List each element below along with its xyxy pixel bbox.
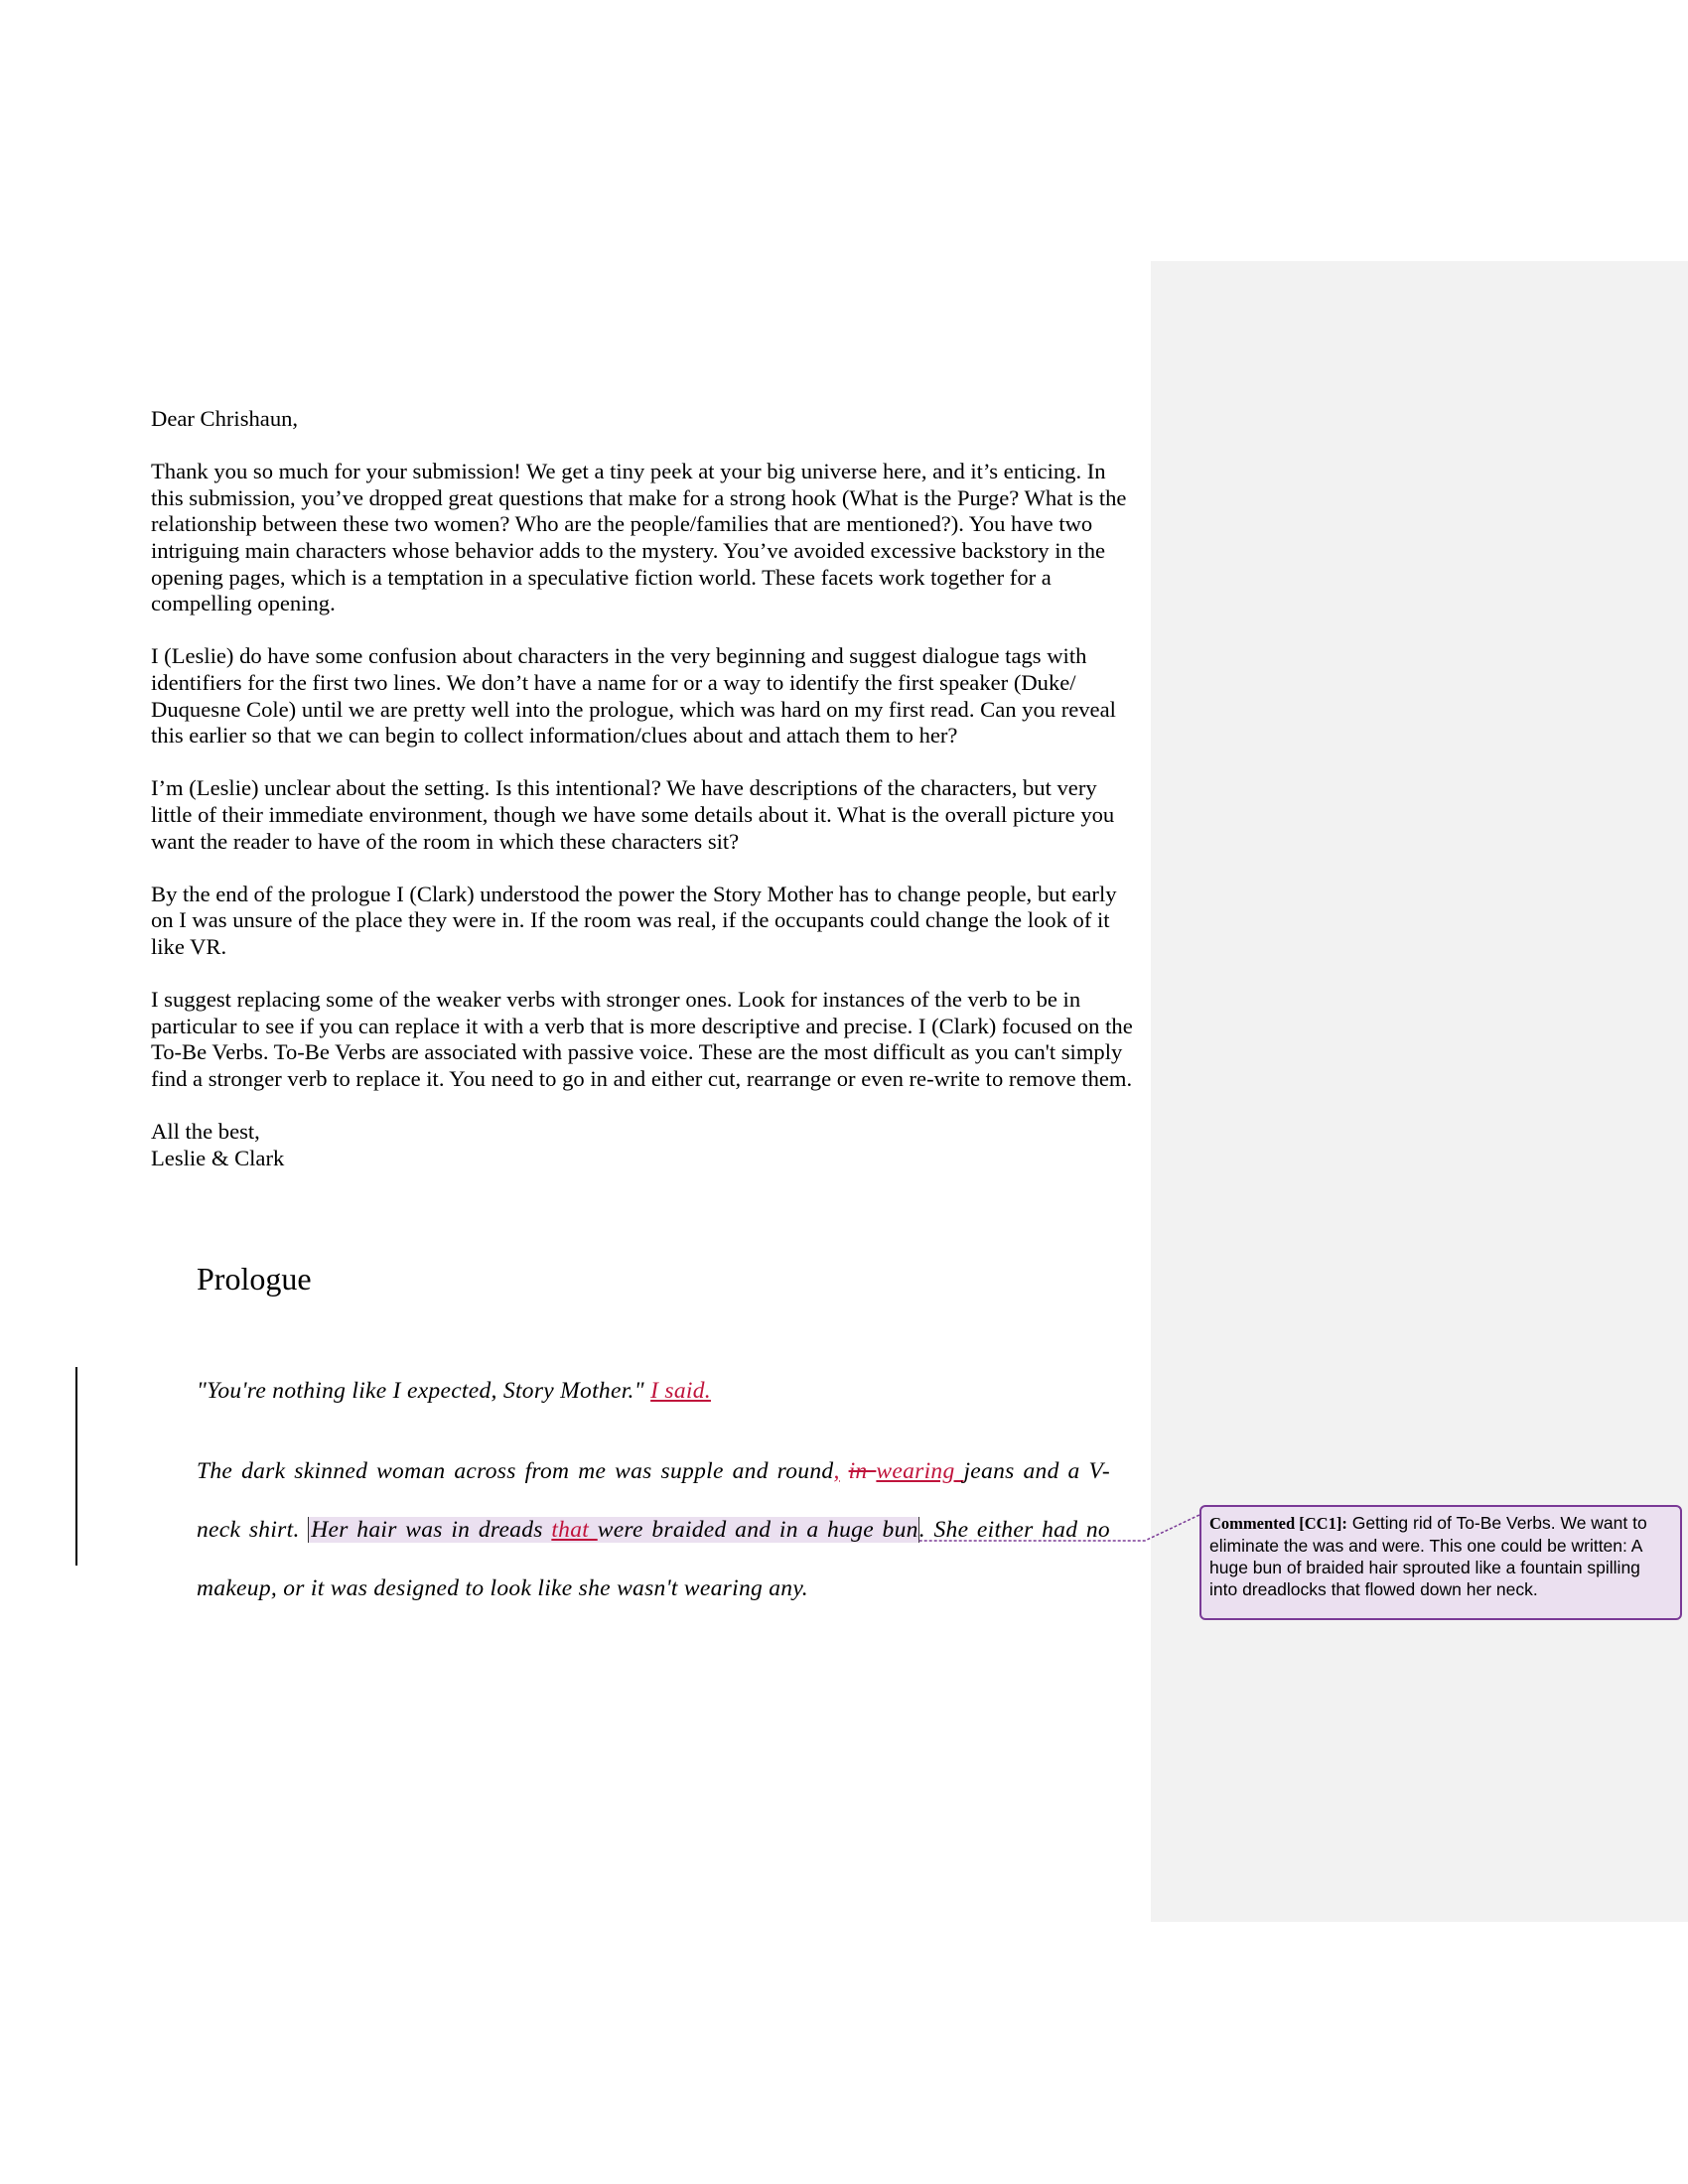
story-text: The dark skinned woman across from me was supple and round	[197, 1458, 834, 1484]
story-text: were braided and in a huge bun	[597, 1517, 918, 1543]
letter-paragraph: I’m (Leslie) unclear about the setting. Is this intentional? We have descriptions of the characters, but very little of their immediate environment, though we have some details about it. What is the overall picture you want the reader to have of the room in which these characters sit?	[151, 775, 1115, 854]
letter-paragraph: I suggest replacing some of the weaker verbs with stronger ones. Look for instances of the verb to be in particular to see if you can replace it with a verb that is more descriptive and precise. I (Clark) focused on the To-Be Verbs. To-Be Verbs are associated with passive voice. These are the most difficult as you can't simply find a stronger verb to replace it. You need to go in and either cut, rearrange or even re-write to remove them.	[151, 987, 1133, 1091]
letter-signature: Leslie & Clark	[151, 1145, 285, 1170]
letter-paragraph: I (Leslie) do have some confusion about characters in the very beginning and suggest dialogue tags with identifiers for the first two lines. We don’t have a name for or a way to identify the first speaker (Duke/ Duquesne Cole) until we are pretty well into the prologue, which was hard on my first read. Can you reveal this earlier so that we can begin to collect information/clues about and attach them to her?	[151, 643, 1116, 749]
comment-label: Commented [CC1]:	[1209, 1514, 1347, 1533]
tracked-deletion[interactable]: in	[848, 1458, 877, 1484]
tracked-insertion[interactable]: I said.	[650, 1378, 711, 1404]
letter	[151, 406, 1134, 1171]
prologue-line-1	[197, 1362, 1110, 1421]
letter-paragraph: By the end of the prologue I (Clark) understood the power the Story Mother has to change people, but early on I was unsure of the place they were in. If the room was real, if the occupants could change the look of it like VR.	[151, 881, 1117, 959]
tracked-insertion[interactable]: that	[551, 1517, 598, 1543]
dialogue-quote: "You're nothing like I expected, Story Mother."	[197, 1378, 644, 1404]
story-text: jeans and a V-neck shirt.	[197, 1458, 1110, 1543]
prologue-paragraph-2	[197, 1442, 1110, 1618]
markup-pane	[1151, 261, 1688, 1922]
prologue-text	[197, 1362, 1110, 1618]
letter-closing: All the best,	[151, 1119, 260, 1145]
comment-text: Getting rid of To-Be Verbs. We want to eliminate the was and were. This one could be written: A huge bun of braided hair sprouted like a fountain spilling into dreadlocks that flowed down her neck.	[1209, 1513, 1647, 1599]
comment-balloon[interactable]	[1199, 1505, 1682, 1620]
letter-paragraph: Thank you so much for your submission! We get a tiny peek at your big universe here, and it’s enticing. In this submission, you’ve dropped great questions that make for a strong hook (What is the Purge? What is the relationship between these two women? Who are the people/families that are mentioned?). You have two intriguing main characters whose behavior adds to the mystery. You’ve avoided excessive backstory in the opening pages, which is a temptation in a speculative fiction world. These facets work together for a compelling opening.	[151, 459, 1127, 616]
story-text: Her hair was in dreads	[311, 1517, 552, 1543]
commented-text-highlight[interactable]	[308, 1517, 918, 1543]
tracked-insertion[interactable]: ,	[833, 1458, 840, 1484]
change-bar	[75, 1367, 77, 1566]
prologue-title: Prologue	[197, 1261, 312, 1297]
tracked-insertion[interactable]: wearing	[876, 1458, 964, 1484]
space	[840, 1458, 849, 1484]
letter-salutation: Dear Chrishaun,	[151, 406, 299, 431]
story-text: . She either had no makeup, or it was designed to look like she wasn't wearing any.	[197, 1517, 1110, 1601]
